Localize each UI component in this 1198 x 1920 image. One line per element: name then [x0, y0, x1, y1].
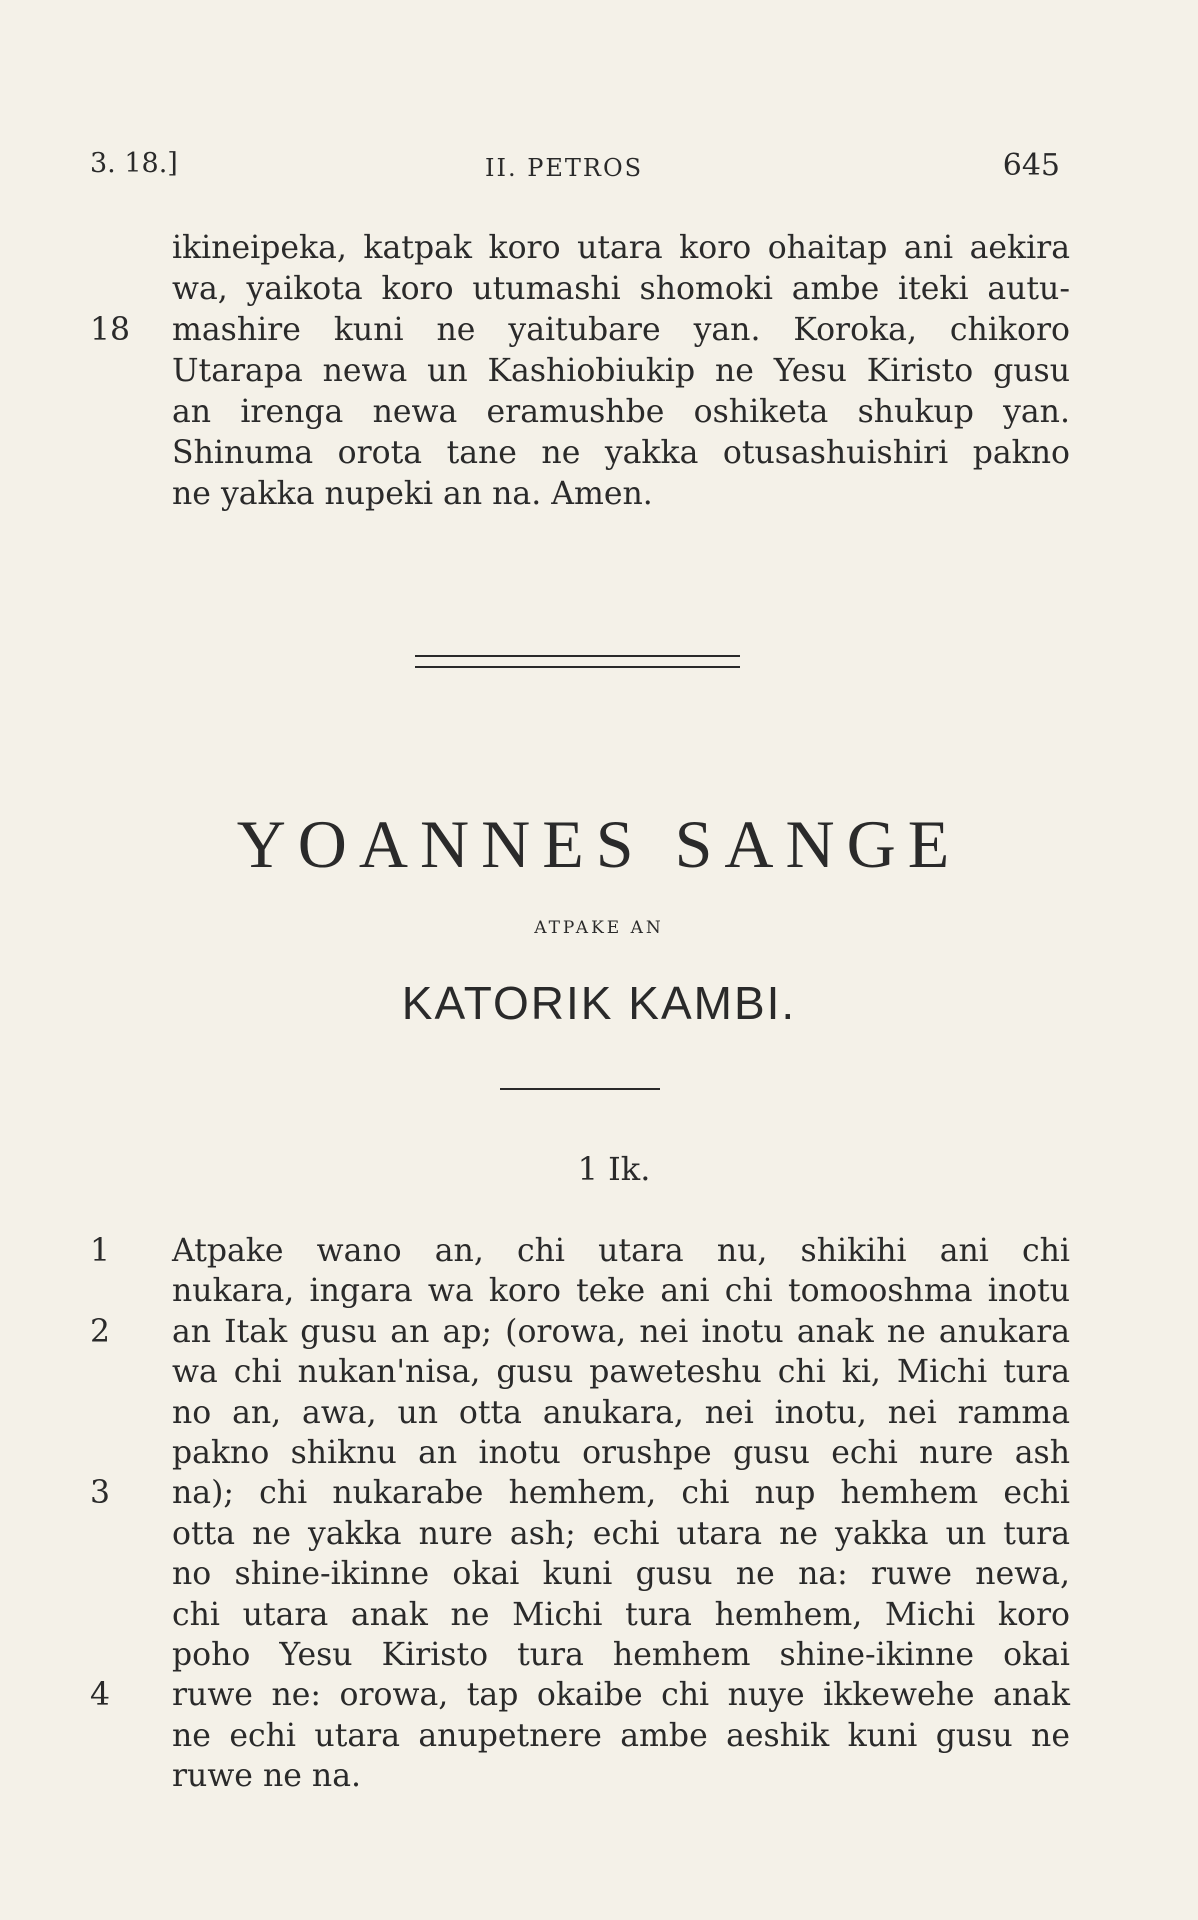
chapter-one-line [90, 1314, 1070, 1354]
chapter-heading: 1 Ik. [577, 1150, 651, 1188]
page-number: 645 [1002, 148, 1060, 183]
chapter-one-line [90, 1637, 1070, 1677]
previous-book-line [90, 230, 1070, 270]
previous-book-line [90, 476, 1070, 516]
line-text: an irenga newa eramushbe oshiketa shukup yan. [172, 394, 1070, 430]
chapter-one-line [90, 1435, 1070, 1475]
line-text: otta ne yakka nure ash; echi utara ne yakka un tura [172, 1515, 1070, 1552]
chapter-one-line [90, 1273, 1070, 1313]
book-title-recipient: KATORIK KAMBI. [401, 977, 797, 1029]
chapter-one-line [90, 1758, 1070, 1798]
chapter-one-line [90, 1354, 1070, 1394]
line-text: no shine-ikinne okai kuni gusu ne na: ruwe newa, [172, 1556, 1070, 1593]
verse-number: 1 [90, 1233, 111, 1269]
chapter-one-line [90, 1718, 1070, 1758]
line-text: na); chi nukarabe hemhem, chi nup hemhem echi [172, 1475, 1070, 1512]
line-text: Utarapa newa un Kashiobiukip ne Yesu Kiristo gusu [172, 353, 1070, 389]
previous-book-line [90, 271, 1070, 311]
line-text: Shinuma orota tane ne yakka otusashuishiri pakno [172, 435, 1070, 471]
chapter-one-line [90, 1395, 1070, 1435]
previous-book-line [90, 435, 1070, 475]
line-text: ruwe ne: orowa, tap okaibe chi nuye ikkewehe anak [172, 1677, 1070, 1714]
line-text: wa, yaikota koro utumashi shomoki ambe iteki autu- [172, 271, 1070, 307]
line-text: ne yakka nupeki an na. Amen. [172, 476, 653, 512]
double-rule-divider [415, 655, 740, 668]
verse-number: 2 [90, 1313, 111, 1350]
running-header [90, 148, 1060, 188]
line-text: ne echi utara anupetnere ambe aeshik kuni gusu ne [172, 1717, 1070, 1754]
line-text: ikineipeka, katpak koro utara koro ohaitap ani aekira [172, 230, 1070, 266]
book-subtitle: ATPAKE AN [534, 918, 664, 938]
line-text: mashire kuni ne yaitubare yan. Koroka, chikoro [172, 312, 1070, 348]
line-text: no an, awa, un otta anukara, nei inotu, nei ramma [172, 1394, 1070, 1431]
line-text: wa chi nukan'nisa, gusu paweteshu chi ki, Michi tura [172, 1354, 1070, 1391]
chapter-verse-ref: 3. 18.] [90, 148, 178, 179]
single-rule-divider [500, 1088, 660, 1090]
previous-book-line [90, 312, 1070, 352]
line-text: Atpake wano an, chi utara nu, shikihi ani chi [172, 1233, 1070, 1269]
verse-number: 4 [90, 1677, 111, 1714]
chapter-one-line [90, 1233, 1070, 1273]
chapter-one-line [90, 1677, 1070, 1717]
chapter-one-line [90, 1556, 1070, 1596]
running-title: II. PETROS [485, 154, 644, 182]
line-text: an Itak gusu an ap; (orowa, nei inotu anak ne anukara [172, 1313, 1070, 1350]
book-title: YOANNES SANGE [236, 806, 962, 882]
previous-book-line [90, 353, 1070, 393]
chapter-one-line [90, 1475, 1070, 1515]
verse-number: 18 [90, 312, 131, 348]
chapter-one-line [90, 1516, 1070, 1556]
previous-book-line [90, 394, 1070, 434]
line-text: nukara, ingara wa koro teke ani chi tomooshma inotu [172, 1273, 1070, 1310]
line-text: pakno shiknu an inotu orushpe gusu echi nure ash [172, 1435, 1070, 1471]
line-text: chi utara anak ne Michi tura hemhem, Michi koro [172, 1596, 1070, 1633]
chapter-one-line [90, 1597, 1070, 1637]
line-text: poho Yesu Kiristo tura hemhem shine-ikinne okai [172, 1637, 1070, 1673]
verse-number: 3 [90, 1475, 111, 1512]
line-text: ruwe ne na. [172, 1758, 361, 1795]
